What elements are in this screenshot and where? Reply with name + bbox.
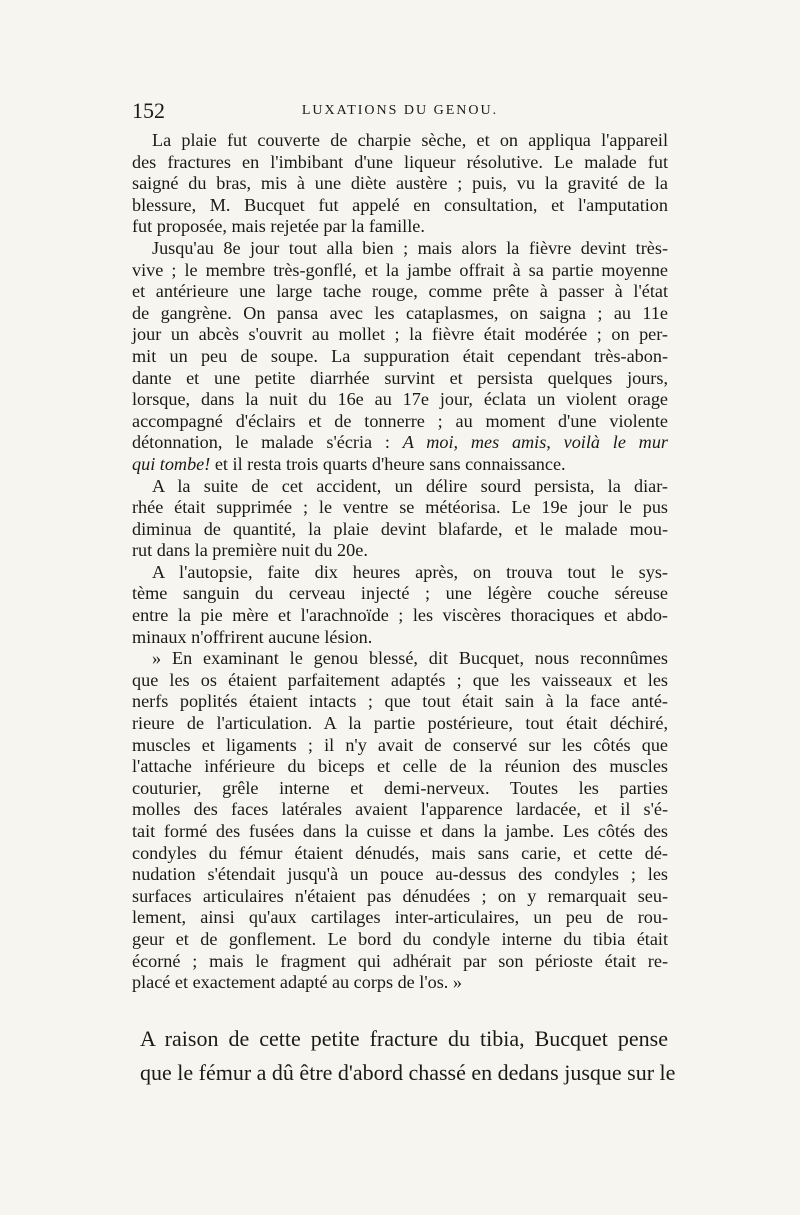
text-line: entre la pie mère et l'arachnoïde ; les viscères thoraciques et abdo- [132, 605, 668, 626]
paragraph-3 [132, 476, 668, 562]
quoted-exclamation-end: qui tombe! [132, 453, 211, 474]
paragraph-4 [132, 562, 668, 648]
text-line: placé et exactement adapté au corps de l'os. » [132, 972, 462, 993]
text-line: surfaces articulaires n'étaient pas dénudées ; on y remarquait seu- [132, 885, 668, 906]
text-line: lorsque, dans la nuit du 16e au 17e jour, éclata un violent orage [132, 389, 668, 410]
running-title: LUXATIONS DU GENOU. [301, 103, 499, 118]
quoted-exclamation: A moi, mes amis, voilà le mur [402, 432, 668, 453]
text-line: lement, ainsi qu'aux cartilages inter-articulaires, un peu de rou- [132, 907, 668, 928]
paragraph-5 [132, 648, 668, 994]
text-line: accompagné d'éclairs et de tonnerre ; au moment d'une violente [132, 410, 668, 431]
text-line: tème sanguin du cerveau injecté ; une légère couche séreuse [132, 583, 668, 604]
page-header [132, 98, 668, 126]
text-fragment: détonnation, le malade s'écria : [132, 432, 390, 453]
text-line: condyles du fémur étaient dénudés, mais sans carie, et cette dé- [132, 842, 668, 863]
text-line: que le fémur a dû être d'abord chassé en dedans jusque sur le [140, 1060, 676, 1085]
text-line: molles des faces latérales avaient l'apparence lardacée, et il s'é- [132, 799, 668, 820]
text-line: de gangrène. On pansa avec les cataplasmes, on saigna ; au 11e [132, 302, 668, 323]
text-line: A la suite de cet accident, un délire sourd persista, la diar- [152, 475, 668, 496]
text-line: que les os étaient parfaitement adaptés ; que les vaisseaux et les [132, 669, 668, 690]
text-line: minaux n'offrirent aucune lésion. [132, 626, 373, 647]
text-line: écorné ; mais le fragment qui adhérait par son périoste était re- [132, 950, 668, 971]
text-line: couturier, grêle interne et demi-nerveux. Toutes les parties [132, 777, 668, 798]
text-line: La plaie fut couverte de charpie sèche, et on appliqua l'appareil [152, 130, 668, 150]
text-line-with-quote [132, 432, 668, 454]
text-line: geur et de gonflement. Le bord du condyle interne du tibia était [132, 928, 668, 949]
text-line: tait formé des fusées dans la cuisse et dans la jambe. Les côtés des [132, 821, 668, 841]
text-line-with-quote [132, 454, 668, 476]
text-line: saigné du bras, mis à une diète austère ; puis, vu la gravité de la [132, 173, 668, 194]
text-line: l'attache inférieure du biceps et celle de la réunion des muscles [132, 756, 668, 777]
text-line: dante et une petite diarrhée survint et persista quelques jours, [132, 367, 668, 388]
paragraph-1 [132, 130, 668, 238]
text-line: blessure, M. Bucquet fut appelé en consultation, et l'amputation [132, 194, 668, 215]
text-line: muscles et ligaments ; il n'y avait de conservé sur les côtés que [132, 734, 668, 755]
text-line: nerfs poplités étaient intacts ; que tout était sain à la face anté- [132, 691, 668, 712]
page-number: 152 [132, 98, 165, 123]
text-line: rut dans la première nuit du 20e. [132, 540, 368, 561]
text-line: jour un abcès s'ouvrit au mollet ; la fièvre était modérée ; on per- [132, 324, 668, 345]
text-line: des fractures en l'imbibant d'une liqueur résolutive. Le malade fut [132, 151, 668, 172]
text-line: Jusqu'au 8e jour tout alla bien ; mais alors la fièvre devint très- [152, 237, 668, 258]
body-text [132, 130, 668, 994]
text-line: » En examinant le genou blessé, dit Bucquet, nous reconnûmes [152, 648, 668, 669]
text-line: mit un peu de soupe. La suppuration était cependant très-abon- [132, 345, 668, 366]
text-line: nudation s'étendait jusqu'à un pouce au-dessus des condyles ; les [132, 864, 668, 885]
text-line: A l'autopsie, faite dix heures après, on trouva tout le sys- [152, 561, 668, 582]
text-fragment: et il resta trois quarts d'heure sans connaissance. [210, 453, 566, 474]
text-line: et antérieure une large tache rouge, comme prête à passer à l'état [132, 281, 668, 302]
text-line: vive ; le membre très-gonflé, et la jambe offrait à sa partie moyenne [132, 259, 668, 280]
text-line: A raison de cette petite fracture du tibia, Bucquet pense [140, 1026, 668, 1051]
text-line: fut proposée, mais rejetée par la famille. [132, 216, 425, 237]
text-line: rieure de l'articulation. A la partie postérieure, tout était déchiré, [132, 713, 668, 734]
text-line: diminua de quantité, la plaie devint blafarde, et le malade mou- [132, 518, 668, 539]
text-line: rhée était supprimée ; le ventre se météorisa. Le 19e jour le pus [132, 497, 668, 518]
paragraph-2 [132, 238, 668, 476]
closing-paragraph [140, 1022, 676, 1090]
